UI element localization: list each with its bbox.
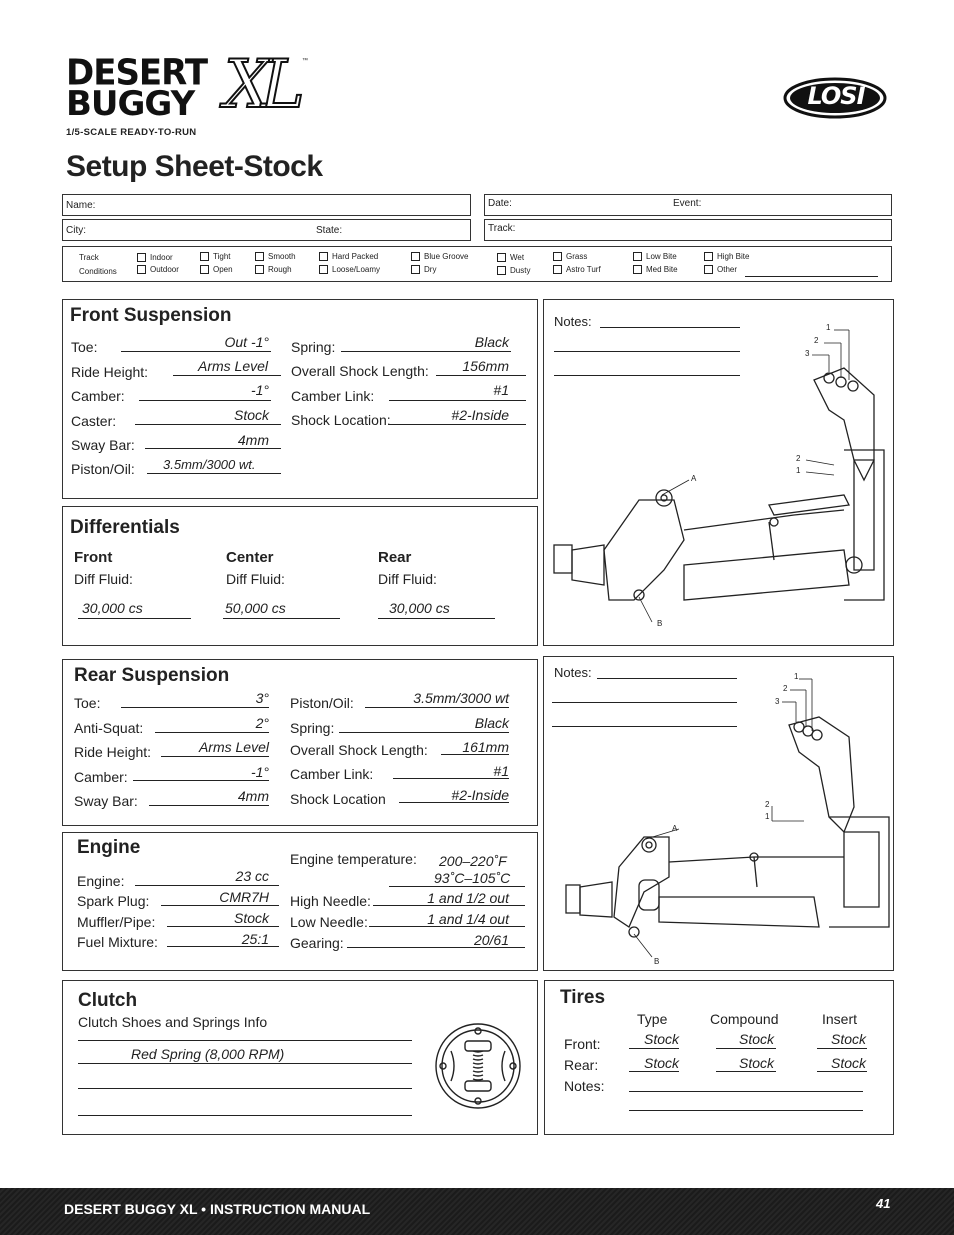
tires-rear-type-line[interactable] <box>629 1071 679 1072</box>
rear-diagram-label-2b: 2 <box>765 800 770 809</box>
diff-rear-line[interactable] <box>378 618 495 619</box>
front-piston-oil-label: Piston/Oil: <box>71 461 135 477</box>
footer-bar <box>0 1188 954 1235</box>
front-shock-location-line[interactable] <box>389 424 526 425</box>
rear-piston-oil-label: Piston/Oil: <box>290 695 354 711</box>
low-needle-value: 1 and 1/4 out <box>427 911 509 927</box>
rear-sway-bar-value: 4mm <box>237 788 269 804</box>
rear-spring-value: Black <box>474 715 509 731</box>
gearing-value: 20/61 <box>473 932 509 948</box>
front-toe-line[interactable] <box>121 351 271 352</box>
differentials-section <box>62 506 538 646</box>
condition-label: Tight <box>213 252 231 261</box>
checkbox-icon[interactable] <box>255 252 264 261</box>
diff-front-header: Front <box>74 549 113 566</box>
condition-label: Rough <box>268 265 292 274</box>
rear-shock-location-label: Shock Location <box>290 791 386 807</box>
engine-value: 23 cc <box>235 868 269 884</box>
rear-ride-height-line[interactable] <box>161 756 269 757</box>
rear-diagram-label-b: B <box>654 957 660 966</box>
checkbox-icon[interactable] <box>633 265 642 274</box>
rear-anti-squat-line[interactable] <box>155 732 269 733</box>
condition-other[interactable] <box>704 265 737 274</box>
rear-toe-value: 3° <box>255 690 269 706</box>
rear-toe-label: Toe: <box>74 695 101 711</box>
tires-notes-line-2[interactable] <box>629 1110 863 1111</box>
front-spring-line[interactable] <box>341 351 511 352</box>
checkbox-icon[interactable] <box>497 253 506 262</box>
desert-buggy-xl-logo <box>64 46 314 142</box>
front-shock-length-label: Overall Shock Length: <box>291 363 429 379</box>
rear-anti-squat-value: 2° <box>255 715 269 731</box>
logo-xl: XL <box>224 46 295 123</box>
front-shock-length-line[interactable] <box>436 375 526 376</box>
rear-diagram-label-1: 1 <box>794 672 799 681</box>
engine-temp-f: 200–220˚F <box>439 853 507 869</box>
diff-center-label: Diff Fluid: <box>226 571 285 587</box>
front-camber-link-line[interactable] <box>389 400 526 401</box>
high-needle-label: High Needle: <box>290 893 371 909</box>
condition-label: Astro Turf <box>566 265 601 274</box>
front-sway-bar-line[interactable] <box>145 448 281 449</box>
fuel-mixture-value: 25:1 <box>241 931 269 947</box>
footer-text: DESERT BUGGY XL • INSTRUCTION MANUAL <box>64 1201 371 1217</box>
condition-rough[interactable] <box>255 265 292 274</box>
name-label: Name: <box>66 200 96 211</box>
diff-front-label: Diff Fluid: <box>74 571 133 587</box>
rear-shock-location-value: #2-Inside <box>451 787 509 803</box>
rear-camber-link-label: Camber Link: <box>290 766 374 782</box>
fuel-mixture-label: Fuel Mixture: <box>77 934 158 950</box>
rear-piston-oil-value: 3.5mm/3000 wt <box>413 690 509 706</box>
tires-rear-compound-line[interactable] <box>716 1071 776 1072</box>
tires-front-type-value: Stock <box>643 1031 679 1047</box>
front-diagram-label-3: 3 <box>805 349 810 358</box>
diff-rear-label: Diff Fluid: <box>378 571 437 587</box>
checkbox-icon[interactable] <box>553 265 562 274</box>
front-piston-oil-line[interactable] <box>147 473 281 474</box>
city-label: City: <box>66 225 86 236</box>
front-spring-label: Spring: <box>291 339 336 355</box>
checkbox-icon[interactable] <box>137 253 146 262</box>
clutch-diagram <box>433 1021 523 1111</box>
rear-suspension-title: Rear Suspension <box>74 665 230 686</box>
tires-front-compound-line[interactable] <box>716 1048 776 1049</box>
logo-tagline: 1/5-SCALE READY-TO-RUN <box>66 127 197 138</box>
front-ride-height-line[interactable] <box>173 375 281 376</box>
track-conditions-label-1: Track <box>79 253 99 262</box>
checkbox-icon[interactable] <box>200 252 209 261</box>
diff-rear-value: 30,000 cs <box>389 600 450 616</box>
rear-diagram-section <box>543 656 894 971</box>
rear-spring-line[interactable] <box>339 732 509 733</box>
tires-header-insert: Insert <box>822 1011 858 1027</box>
rear-suspension-diagram <box>544 657 895 972</box>
front-caster-value: Stock <box>233 407 269 423</box>
front-diagram-label-a: A <box>691 474 697 483</box>
tires-front-type-line[interactable] <box>629 1048 679 1049</box>
tires-front-insert-line[interactable] <box>817 1048 867 1049</box>
checkbox-icon[interactable] <box>200 265 209 274</box>
front-camber-link-label: Camber Link: <box>291 388 375 404</box>
date-event-field-box[interactable] <box>484 194 892 216</box>
engine-line[interactable] <box>135 885 279 886</box>
condition-label: Wet <box>510 253 525 262</box>
condition-hard-packed[interactable] <box>319 252 378 261</box>
front-diagram-section <box>543 299 894 646</box>
track-conditions-box <box>62 246 892 282</box>
rear-toe-line[interactable] <box>121 707 269 708</box>
front-caster-label: Caster: <box>71 413 117 429</box>
clutch-section <box>62 980 538 1135</box>
tires-header-compound: Compound <box>710 1011 779 1027</box>
condition-grass[interactable] <box>553 252 587 261</box>
tires-notes-line-1[interactable] <box>629 1091 863 1092</box>
diff-rear-header: Rear <box>378 549 412 566</box>
tires-notes-label: Notes: <box>564 1078 605 1094</box>
front-shock-location-value: #2-Inside <box>451 407 509 423</box>
front-suspension-title: Front Suspension <box>70 305 232 326</box>
front-diagram-label-2b: 2 <box>796 454 801 463</box>
condition-med-bite[interactable] <box>633 265 678 274</box>
tires-front-label: Front: <box>564 1036 601 1052</box>
front-piston-oil-value: 3.5mm/3000 wt. <box>163 457 256 472</box>
front-spring-value: Black <box>474 334 509 350</box>
rear-ride-height-label: Ride Height: <box>74 744 152 760</box>
diff-center-line[interactable] <box>223 618 340 619</box>
front-ride-height-value: Arms Level <box>198 358 269 374</box>
front-diagram-label-b: B <box>657 619 663 628</box>
condition-label: Other <box>717 265 738 274</box>
rear-ride-height-value: Arms Level <box>198 739 269 755</box>
clutch-value: Red Spring (8,000 RPM) <box>131 1046 285 1062</box>
front-sway-bar-value: 4mm <box>237 432 269 448</box>
tires-header-type: Type <box>637 1011 668 1027</box>
tires-rear-insert-line[interactable] <box>817 1071 867 1072</box>
front-diagram-label-2: 2 <box>814 336 819 345</box>
condition-loose-loamy[interactable] <box>319 265 380 274</box>
engine-title: Engine <box>77 837 141 858</box>
tires-rear-compound-value: Stock <box>738 1055 774 1071</box>
condition-label: Outdoor <box>150 265 179 274</box>
rear-diagram-label-2: 2 <box>783 684 788 693</box>
checkbox-icon[interactable] <box>411 265 420 274</box>
front-ride-height-label: Ride Height: <box>71 364 149 380</box>
losi-logo-text: LOSI <box>807 82 865 110</box>
rear-piston-oil-line[interactable] <box>365 707 509 708</box>
clutch-line-2[interactable] <box>78 1063 412 1064</box>
condition-label: Dusty <box>510 266 531 275</box>
condition-label: Open <box>213 265 233 274</box>
rear-diagram-label-a: A <box>672 824 678 833</box>
checkbox-icon[interactable] <box>633 252 642 261</box>
name-field-box[interactable] <box>62 194 471 216</box>
front-suspension-section <box>62 299 538 499</box>
muffler-pipe-value: Stock <box>233 910 269 926</box>
checkbox-icon[interactable] <box>319 252 328 261</box>
condition-open[interactable] <box>200 265 233 274</box>
track-field-box[interactable] <box>484 219 892 241</box>
condition-label: Med Bite <box>646 265 678 274</box>
condition-label: High Bite <box>717 252 750 261</box>
track-conditions-label-2: Conditions <box>79 267 117 276</box>
differentials-title: Differentials <box>70 517 180 538</box>
condition-blue-groove[interactable] <box>411 252 468 261</box>
rear-diagram-label-3: 3 <box>775 697 780 706</box>
rear-sway-bar-line[interactable] <box>149 805 269 806</box>
engine-temp-c: 93˚C–105˚C <box>434 870 511 886</box>
page-title: Setup Sheet-Stock <box>66 150 323 183</box>
condition-smooth[interactable] <box>255 252 296 261</box>
tires-front-insert-value: Stock <box>830 1031 866 1047</box>
rear-camber-value: -1° <box>250 764 269 780</box>
diff-front-line[interactable] <box>78 618 191 619</box>
front-caster-line[interactable] <box>135 424 281 425</box>
rear-anti-squat-label: Anti-Squat: <box>74 720 144 736</box>
front-suspension-diagram <box>544 300 895 647</box>
rear-camber-link-value: #1 <box>493 763 509 779</box>
condition-label: Grass <box>566 252 588 261</box>
engine-section <box>62 832 538 971</box>
front-diagram-label-1: 1 <box>826 323 831 332</box>
front-camber-value: -1° <box>250 382 269 398</box>
other-line[interactable] <box>745 276 878 277</box>
rear-camber-label: Camber: <box>74 769 128 785</box>
rear-suspension-section <box>62 659 538 826</box>
condition-low-bite[interactable] <box>633 252 677 261</box>
low-needle-label: Low Needle: <box>290 914 368 930</box>
checkbox-icon[interactable] <box>553 252 562 261</box>
checkbox-icon[interactable] <box>319 265 328 274</box>
tires-title: Tires <box>560 987 606 1008</box>
front-camber-link-value: #1 <box>493 382 509 398</box>
high-needle-value: 1 and 1/2 out <box>427 890 509 906</box>
tires-rear-label: Rear: <box>564 1057 599 1073</box>
rear-diagram-label-1b: 1 <box>765 812 770 821</box>
losi-logo <box>782 74 890 120</box>
condition-label: Dry <box>424 265 437 274</box>
front-notes-label: Notes: <box>554 314 592 329</box>
condition-astro-turf[interactable] <box>553 265 601 274</box>
rear-camber-line[interactable] <box>133 780 269 781</box>
logo-tm: ™ <box>302 58 308 64</box>
checkbox-icon[interactable] <box>255 265 264 274</box>
diff-center-value: 50,000 cs <box>225 600 286 616</box>
logo-line-buggy: BUGGY <box>66 84 195 124</box>
condition-label: Blue Groove <box>424 252 469 261</box>
track-label: Track: <box>488 223 516 234</box>
clutch-title: Clutch <box>78 990 138 1011</box>
rear-notes-label: Notes: <box>554 665 592 680</box>
engine-temp-label: Engine temperature: <box>290 851 417 867</box>
front-sway-bar-label: Sway Bar: <box>71 437 135 453</box>
condition-dry[interactable] <box>411 265 436 274</box>
condition-dusty[interactable] <box>497 266 530 275</box>
tires-section <box>544 980 894 1135</box>
logo-line-desert: DESERT <box>66 52 208 94</box>
event-label: Event: <box>673 198 702 209</box>
date-label: Date: <box>488 198 512 209</box>
diff-front-value: 30,000 cs <box>82 600 143 616</box>
condition-tight[interactable] <box>200 252 231 261</box>
spark-plug-value: CMR7H <box>219 889 269 905</box>
condition-outdoor[interactable] <box>137 265 179 274</box>
tires-rear-insert-value: Stock <box>830 1055 866 1071</box>
rear-sway-bar-label: Sway Bar: <box>74 793 138 809</box>
front-toe-value: Out -1° <box>224 334 269 350</box>
condition-label: Hard Packed <box>332 252 379 261</box>
condition-label: Smooth <box>268 252 296 261</box>
city-field-box[interactable] <box>62 219 471 241</box>
front-shock-length-value: 156mm <box>462 358 509 374</box>
condition-wet[interactable] <box>497 253 524 262</box>
front-toe-label: Toe: <box>71 339 98 355</box>
condition-label: Low Bite <box>646 252 677 261</box>
front-camber-line[interactable] <box>139 400 271 401</box>
condition-high-bite[interactable] <box>704 252 749 261</box>
clutch-line-3[interactable] <box>78 1088 412 1089</box>
front-camber-label: Camber: <box>71 388 125 404</box>
rear-shock-length-value: 161mm <box>462 739 509 755</box>
tires-rear-type-value: Stock <box>643 1055 679 1071</box>
condition-indoor[interactable] <box>137 253 173 262</box>
rear-shock-length-label: Overall Shock Length: <box>290 742 428 758</box>
checkbox-icon[interactable] <box>411 252 420 261</box>
clutch-line-4[interactable] <box>78 1115 412 1116</box>
muffler-pipe-label: Muffler/Pipe: <box>77 914 156 930</box>
engine-temp-line[interactable] <box>389 886 525 887</box>
checkbox-icon[interactable] <box>704 252 713 261</box>
checkbox-icon[interactable] <box>704 265 713 274</box>
gearing-label: Gearing: <box>290 935 344 951</box>
rear-spring-label: Spring: <box>290 720 335 736</box>
spark-plug-label: Spark Plug: <box>77 893 150 909</box>
engine-label: Engine: <box>77 873 125 889</box>
diff-center-header: Center <box>226 549 274 566</box>
checkbox-icon[interactable] <box>497 266 506 275</box>
condition-label: Indoor <box>150 253 173 262</box>
checkbox-icon[interactable] <box>137 265 146 274</box>
front-shock-location-label: Shock Location: <box>291 412 391 428</box>
condition-label: Loose/Loamy <box>332 265 381 274</box>
muffler-pipe-line[interactable] <box>167 926 279 927</box>
spark-plug-line[interactable] <box>161 905 279 906</box>
front-diagram-label-1b: 1 <box>796 466 801 475</box>
tires-front-compound-value: Stock <box>738 1031 774 1047</box>
clutch-line-1[interactable] <box>78 1040 412 1041</box>
state-label: State: <box>316 225 343 236</box>
clutch-subtitle: Clutch Shoes and Springs Info <box>78 1014 268 1030</box>
page-number: 41 <box>876 1196 891 1211</box>
